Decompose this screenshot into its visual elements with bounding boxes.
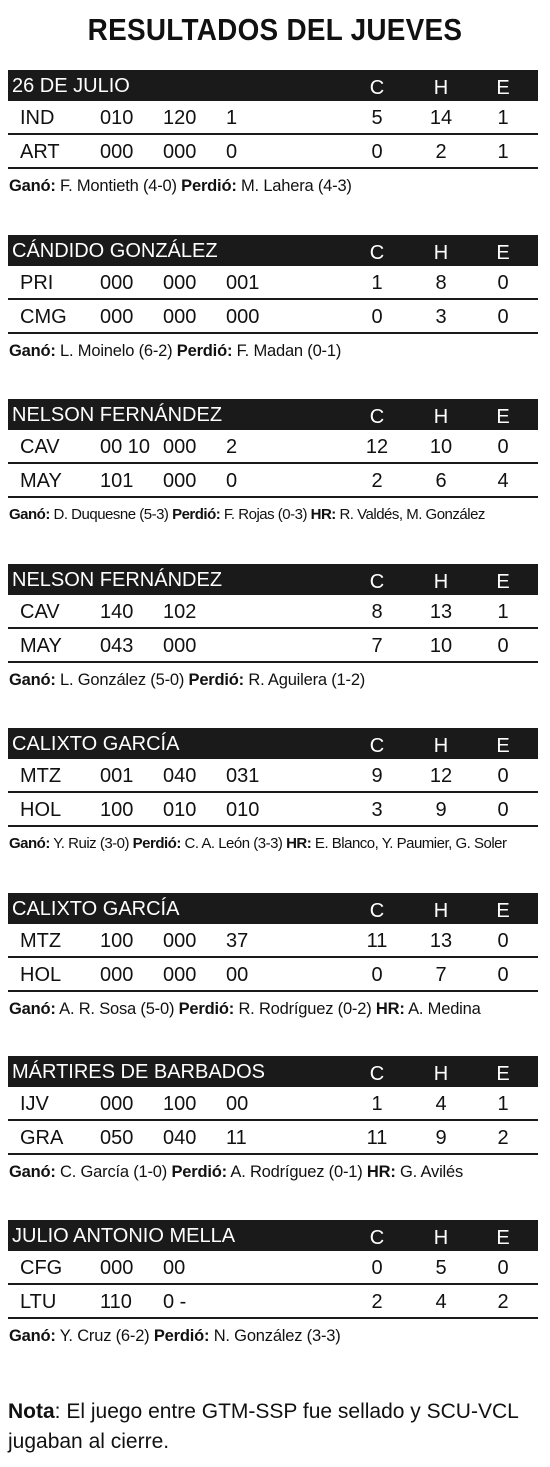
game-header <box>8 70 538 101</box>
runs-header: C <box>369 242 385 264</box>
errors-header: E <box>496 77 510 99</box>
hits-value: 12 <box>429 765 453 787</box>
hits-value: 10 <box>429 635 453 657</box>
lost-label: Perdió: <box>178 1000 235 1018</box>
innings-group: 0 <box>226 470 238 492</box>
innings-group: 040 <box>163 1127 197 1149</box>
won-pitcher: L. Moinelo (6-2) <box>55 342 177 360</box>
errors-value: 0 <box>497 1257 509 1279</box>
innings-group: 000 <box>100 964 134 986</box>
innings-group: 110 <box>100 1291 132 1313</box>
lost-label: Perdió: <box>172 506 221 523</box>
hits-header: H <box>433 242 449 264</box>
hits-value: 13 <box>429 601 453 623</box>
runs-value: 1 <box>371 272 383 294</box>
pitching-summary <box>9 992 538 1026</box>
runs-value: 11 <box>366 1127 388 1149</box>
innings-group: 000 <box>100 306 134 328</box>
team-code: MAY <box>20 635 62 657</box>
runs-value: 9 <box>371 765 383 787</box>
runs-value: 1 <box>371 1093 383 1115</box>
game-box <box>8 1056 538 1189</box>
innings-group: 000 <box>163 470 197 492</box>
innings-group: 050 <box>100 1127 134 1149</box>
won-label: Ganó: <box>9 835 50 852</box>
game-box <box>8 235 538 368</box>
team-row <box>8 135 538 169</box>
pitching-summary <box>9 1319 538 1353</box>
errors-value: 0 <box>497 930 509 952</box>
lost-pitcher: C. A. León (3-3) <box>180 835 287 852</box>
hits-header: H <box>433 900 449 922</box>
lost-label: Perdió: <box>153 1327 210 1345</box>
errors-value: 0 <box>497 635 509 657</box>
lost-label: Perdió: <box>176 342 233 360</box>
game-box <box>8 893 538 1026</box>
hits-value: 9 <box>435 1127 447 1149</box>
venue-name: MÁRTIRES DE BARBADOS <box>12 1061 266 1083</box>
game-header <box>8 728 538 759</box>
game-header <box>8 1220 538 1251</box>
innings-group: 001 <box>100 765 134 787</box>
errors-value: 0 <box>497 306 509 328</box>
runs-value: 8 <box>371 601 383 623</box>
venue-name: NELSON FERNÁNDEZ <box>12 569 223 591</box>
runs-value: 2 <box>371 470 383 492</box>
errors-value: 0 <box>497 799 509 821</box>
innings-group: 00 <box>163 1257 186 1279</box>
errors-header: E <box>496 1063 510 1085</box>
team-code: HOL <box>20 799 62 821</box>
game-header <box>8 235 538 266</box>
won-label: Ganó: <box>9 1327 56 1345</box>
game-header <box>8 893 538 924</box>
team-row <box>8 793 538 827</box>
hits-value: 5 <box>435 1257 447 1279</box>
hits-header: H <box>433 735 449 757</box>
innings-group: 140 <box>100 601 134 623</box>
hr-label: HR: <box>366 1163 396 1181</box>
note-text: : El juego entre GTM-SSP fue sellado y SCU-VCL jugaban al cierre. <box>8 1400 519 1453</box>
lost-label: Perdió: <box>181 177 237 195</box>
team-code: LTU <box>20 1291 57 1313</box>
innings-group: 043 <box>100 635 134 657</box>
innings-group: 000 <box>163 635 197 657</box>
runs-value: 3 <box>371 799 383 821</box>
home-runs: G. Avilés <box>395 1163 464 1181</box>
won-pitcher: L. González (5-0) <box>55 671 189 689</box>
innings-group: 000 <box>100 272 134 294</box>
lost-pitcher: N. González (3-3) <box>209 1327 341 1345</box>
innings-group: 00 10 <box>100 436 151 458</box>
innings-group: 101 <box>100 470 134 492</box>
note <box>8 1397 538 1457</box>
won-label: Ganó: <box>9 1163 56 1181</box>
errors-header: E <box>496 242 510 264</box>
hits-header: H <box>433 1227 449 1249</box>
team-code: CAV <box>20 601 60 623</box>
venue-name: 26 DE JULIO <box>12 75 130 97</box>
won-pitcher: Y. Cruz (6-2) <box>55 1327 154 1345</box>
runs-value: 2 <box>371 1291 383 1313</box>
hr-label: HR: <box>310 506 336 523</box>
innings-group: 000 <box>226 306 260 328</box>
team-code: IJV <box>20 1093 49 1115</box>
team-row <box>8 464 538 498</box>
runs-header: C <box>369 77 385 99</box>
errors-header: E <box>496 900 510 922</box>
team-code: MTZ <box>20 930 62 952</box>
errors-value: 2 <box>497 1127 509 1149</box>
innings-group: 00 <box>226 964 249 986</box>
innings-group: 1 <box>226 107 238 129</box>
venue-name: CALIXTO GARCÍA <box>12 733 180 755</box>
venue-name: NELSON FERNÁNDEZ <box>12 404 223 426</box>
won-label: Ganó: <box>9 177 56 195</box>
team-row <box>8 1087 538 1121</box>
team-row <box>8 924 538 958</box>
won-pitcher: F. Montieth (4-0) <box>55 177 182 195</box>
page-title: RESULTADOS DEL JUEVES <box>87 12 463 47</box>
errors-value: 1 <box>497 1093 509 1115</box>
game-header <box>8 1056 538 1087</box>
team-row <box>8 300 538 334</box>
hits-value: 10 <box>429 436 453 458</box>
hits-value: 4 <box>435 1093 447 1115</box>
pitching-summary <box>9 663 538 697</box>
pitching-summary <box>9 827 538 861</box>
lost-pitcher: A. Rodríguez (0-1) <box>226 1163 367 1181</box>
runs-header: C <box>369 735 385 757</box>
innings-group: 0 <box>226 141 238 163</box>
venue-name: CALIXTO GARCÍA <box>12 898 180 920</box>
won-pitcher: A. R. Sosa (5-0) <box>55 1000 179 1018</box>
innings-group: 010 <box>163 799 197 821</box>
innings-group: 100 <box>100 799 134 821</box>
errors-value: 1 <box>497 601 509 623</box>
errors-value: 0 <box>497 765 509 787</box>
team-code: MAY <box>20 470 62 492</box>
lost-pitcher: R. Rodríguez (0-2) <box>234 1000 376 1018</box>
errors-header: E <box>496 571 510 593</box>
lost-pitcher: M. Lahera (4-3) <box>236 177 352 195</box>
runs-header: C <box>369 406 385 428</box>
errors-value: 0 <box>497 272 509 294</box>
game-box <box>8 70 538 203</box>
innings-group: 000 <box>100 1093 134 1115</box>
innings-group: 120 <box>163 107 197 129</box>
team-code: CFG <box>20 1257 63 1279</box>
runs-value: 7 <box>371 635 383 657</box>
team-code: PRI <box>20 272 54 294</box>
errors-value: 1 <box>497 107 509 129</box>
team-code: CMG <box>20 306 67 328</box>
lost-label: Perdió: <box>188 671 244 689</box>
team-code: GRA <box>20 1127 64 1149</box>
errors-value: 0 <box>497 964 509 986</box>
won-pitcher: C. García (1-0) <box>55 1163 172 1181</box>
innings-group: 11 <box>226 1127 247 1149</box>
innings-group: 000 <box>163 964 197 986</box>
runs-value: 5 <box>371 107 383 129</box>
innings-group: 100 <box>100 930 134 952</box>
note-label: Nota <box>8 1400 55 1423</box>
lost-pitcher: F. Madan (0-1) <box>232 342 342 360</box>
errors-value: 4 <box>497 470 509 492</box>
innings-group: 040 <box>163 765 197 787</box>
home-runs: E. Blanco, Y. Paumier, G. Soler <box>311 835 507 852</box>
hits-value: 4 <box>435 1291 447 1313</box>
runs-header: C <box>369 900 385 922</box>
hits-value: 3 <box>435 306 447 328</box>
team-row <box>8 629 538 663</box>
team-row <box>8 958 538 992</box>
won-pitcher: D. Duquesne (5-3) <box>49 506 173 523</box>
team-code: IND <box>20 107 55 129</box>
innings-group: 37 <box>226 930 249 952</box>
team-row <box>8 266 538 300</box>
runs-value: 11 <box>366 930 388 952</box>
runs-header: C <box>369 571 385 593</box>
team-row <box>8 1121 538 1155</box>
runs-value: 0 <box>371 1257 383 1279</box>
team-row <box>8 759 538 793</box>
team-code: HOL <box>20 964 62 986</box>
won-label: Ganó: <box>9 506 50 523</box>
hits-value: 9 <box>435 799 447 821</box>
innings-group: 000 <box>100 1257 134 1279</box>
hits-value: 13 <box>429 930 453 952</box>
innings-group: 000 <box>163 930 197 952</box>
home-runs: A. Medina <box>404 1000 481 1018</box>
pitching-summary <box>9 334 538 368</box>
innings-group: 000 <box>163 272 197 294</box>
team-code: CAV <box>20 436 60 458</box>
innings-group: 000 <box>163 436 197 458</box>
game-header <box>8 399 538 430</box>
hr-label: HR: <box>375 1000 405 1018</box>
game-box <box>8 728 538 861</box>
errors-value: 1 <box>497 141 509 163</box>
won-label: Ganó: <box>9 671 56 689</box>
team-code: ART <box>20 141 60 163</box>
errors-header: E <box>496 1227 510 1249</box>
team-row <box>8 1285 538 1319</box>
innings-group: 000 <box>100 141 134 163</box>
team-row <box>8 430 538 464</box>
team-row <box>8 595 538 629</box>
errors-header: E <box>496 406 510 428</box>
innings-group: 010 <box>226 799 260 821</box>
lost-pitcher: R. Aguilera (1-2) <box>243 671 366 689</box>
hits-value: 6 <box>435 470 447 492</box>
runs-value: 0 <box>371 141 383 163</box>
home-runs: R. Valdés, M. González <box>335 506 485 523</box>
lost-label: Perdió: <box>171 1163 227 1181</box>
pitching-summary <box>9 498 538 532</box>
lost-pitcher: F. Rojas (0-3) <box>220 506 311 523</box>
game-box <box>8 399 538 532</box>
runs-value: 0 <box>371 964 383 986</box>
venue-name: JULIO ANTONIO MELLA <box>12 1225 236 1247</box>
innings-group: 000 <box>163 306 197 328</box>
hits-value: 7 <box>435 964 447 986</box>
venue-name: CÁNDIDO GONZÁLEZ <box>12 240 218 262</box>
errors-value: 2 <box>497 1291 509 1313</box>
runs-value: 0 <box>371 306 383 328</box>
won-label: Ganó: <box>9 1000 56 1018</box>
pitching-summary <box>9 1155 538 1189</box>
innings-group: 100 <box>163 1093 197 1115</box>
hits-header: H <box>433 406 449 428</box>
game-header <box>8 564 538 595</box>
errors-header: E <box>496 735 510 757</box>
innings-group: 00 <box>226 1093 249 1115</box>
innings-group: 2 <box>226 436 238 458</box>
team-row <box>8 1251 538 1285</box>
hits-header: H <box>433 77 449 99</box>
errors-value: 0 <box>497 436 509 458</box>
hits-value: 14 <box>429 107 453 129</box>
won-label: Ganó: <box>9 342 56 360</box>
innings-group: 102 <box>163 601 197 623</box>
won-pitcher: Y. Ruiz (3-0) <box>49 835 133 852</box>
game-box <box>8 564 538 697</box>
innings-group: 001 <box>226 272 260 294</box>
innings-group: 000 <box>163 141 197 163</box>
runs-value: 12 <box>365 436 389 458</box>
hits-header: H <box>433 571 449 593</box>
runs-header: C <box>369 1227 385 1249</box>
runs-header: C <box>369 1063 385 1085</box>
game-box <box>8 1220 538 1353</box>
team-row <box>8 101 538 135</box>
innings-group: 010 <box>100 107 134 129</box>
hits-value: 2 <box>435 141 447 163</box>
hits-header: H <box>433 1063 449 1085</box>
hits-value: 8 <box>435 272 447 294</box>
hr-label: HR: <box>286 835 312 852</box>
lost-label: Perdió: <box>132 835 181 852</box>
pitching-summary <box>9 169 538 203</box>
innings-group: 031 <box>226 765 260 787</box>
team-code: MTZ <box>20 765 62 787</box>
innings-group: 0 - <box>163 1291 187 1313</box>
